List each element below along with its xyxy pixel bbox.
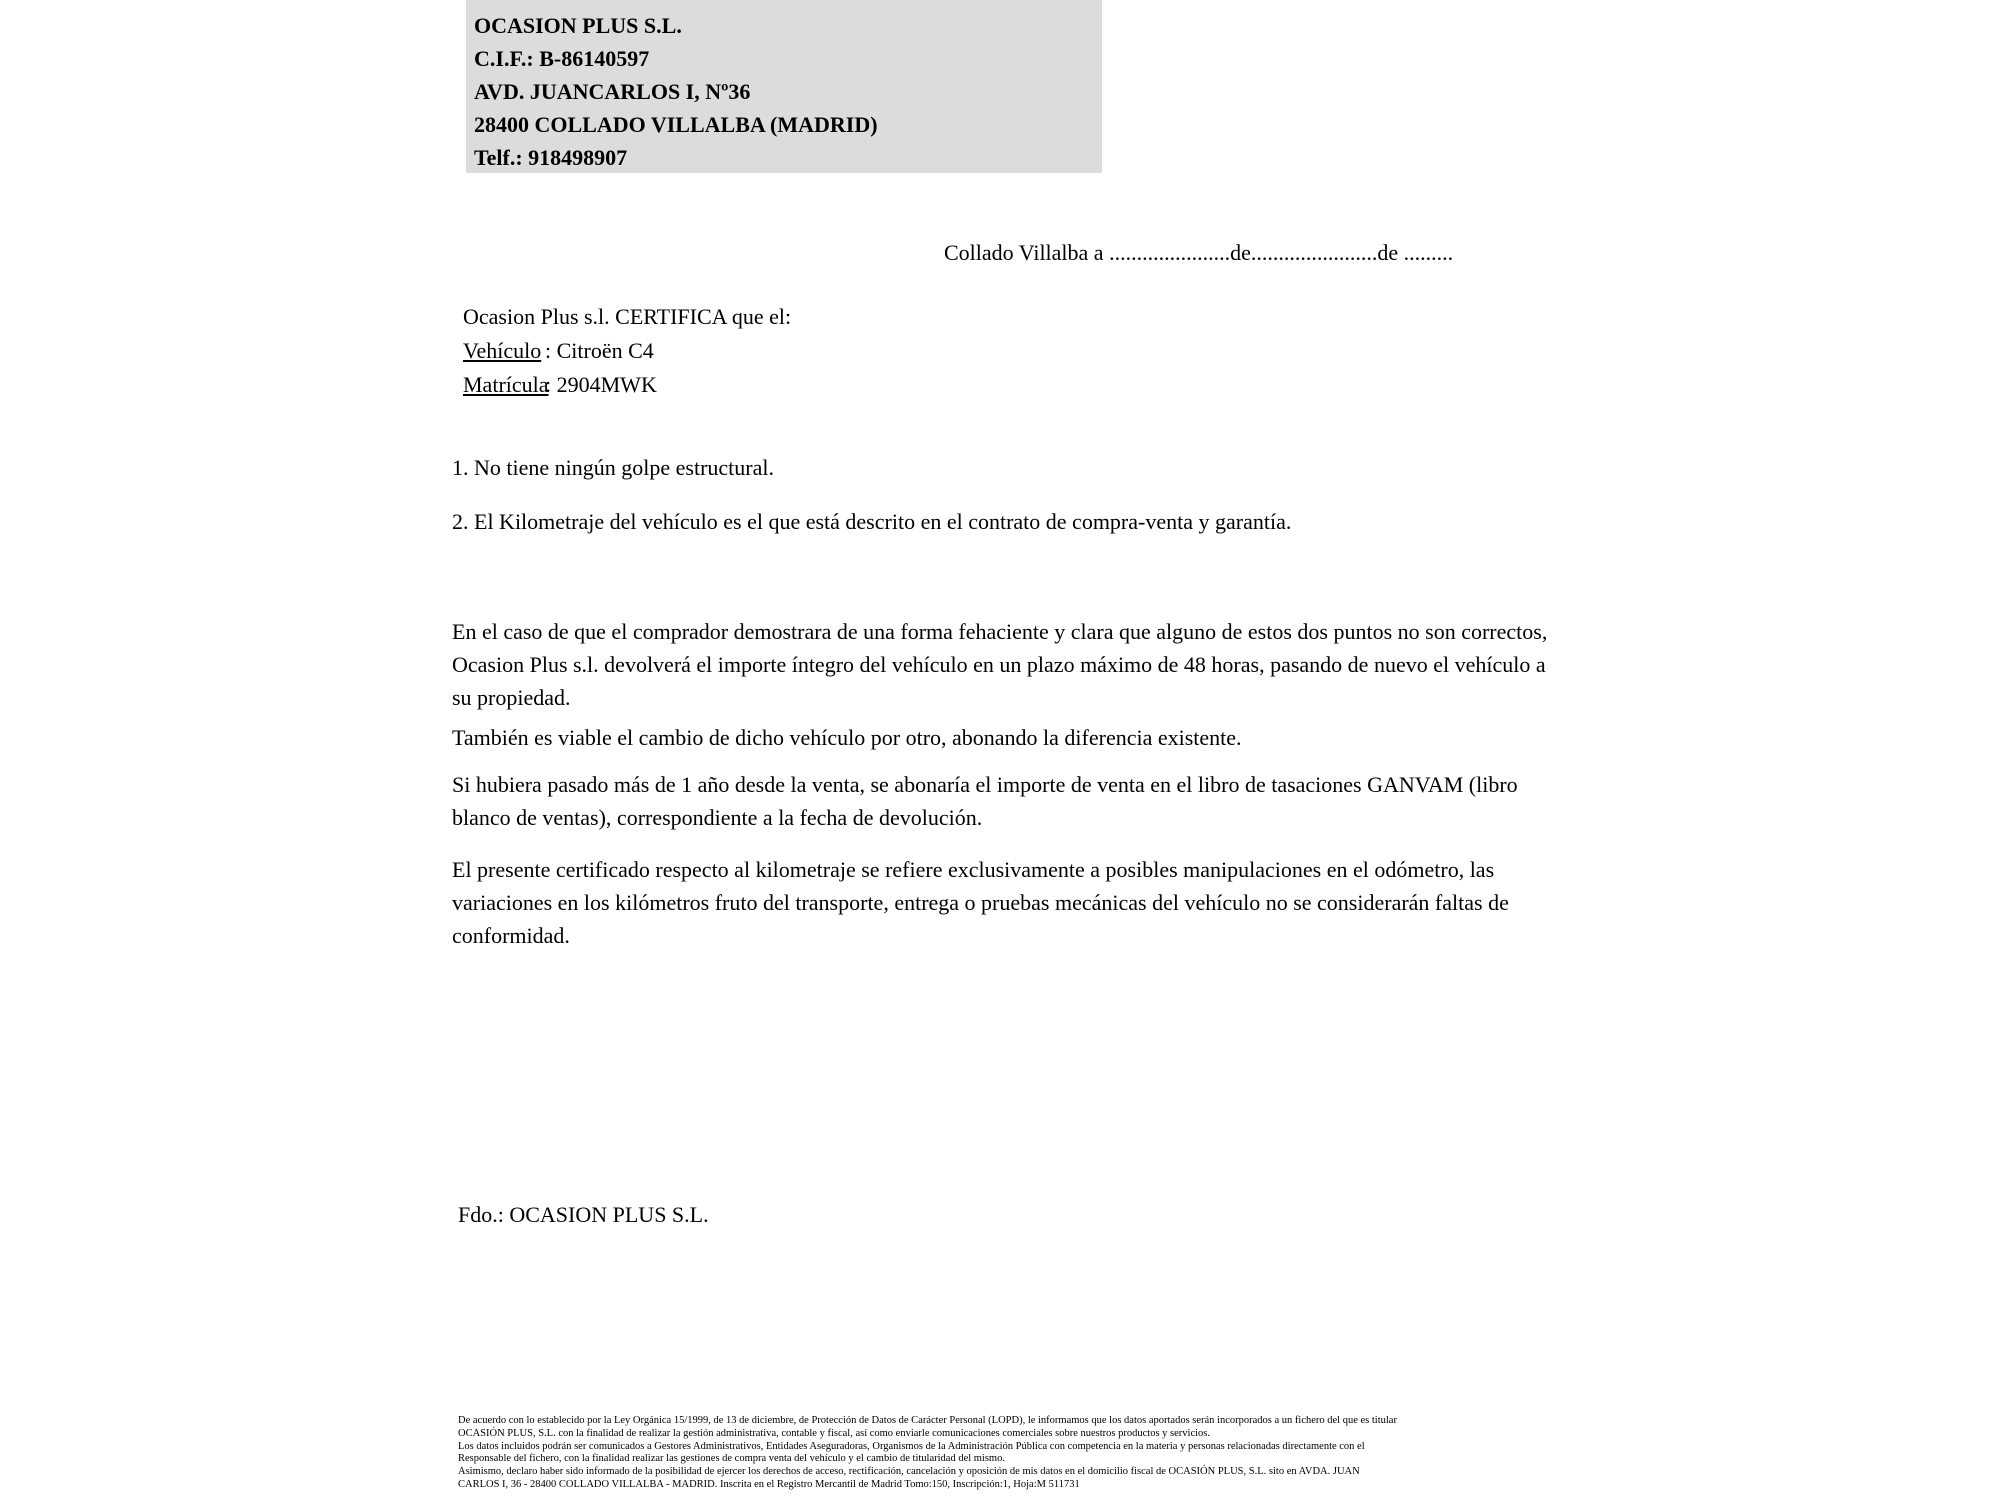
- legal-footer-block: [458, 1415, 1578, 1492]
- ganvam-clause-paragraph: Si hubiera pasado más de 1 año desde la venta, se abonaría el importe de venta en el libro de tasaciones GANVAM (libro blanco de ventas), correspondiente a la fecha de devolución.: [452, 772, 1518, 830]
- plate-value: : 2904MWK: [545, 372, 657, 397]
- plate-row: [463, 368, 791, 402]
- legal-footer-line: Los datos incluidos podrán ser comunicados a Gestores Administrativos, Entidades Aseguradoras, Organismos de la Administración Pública con competencia en la materia y personas relacionadas directamente con el: [458, 1440, 1365, 1452]
- legal-footer-line: OCASIÓN PLUS, S.L. con la finalidad de realizar la gestión administrativa, contable y fiscal, así como enviarle comunicaciones comerciales sobre nuestros productos y servicios.: [458, 1427, 1210, 1439]
- vehicle-value: : Citroën C4: [545, 338, 654, 363]
- company-header-box: [466, 0, 1102, 173]
- vehicle-label-cell: [463, 334, 545, 368]
- legal-footer-line: Asimismo, declaro haber sido informado de la posibilidad de ejercer los derechos de acceso, rectificación, cancelación y oposición de mis datos en el domicilio fiscal de OCASIÓN PLUS, S.L. sito en AVDA. JUAN: [458, 1466, 1360, 1478]
- legal-footer-line: CARLOS I, 36 - 28400 COLLADO VILLALBA - MADRID. Inscrita en el Registro Mercantil de Madrid Tomo:150, Inscripción:1, Hoja:M 511731: [458, 1478, 1080, 1490]
- plate-label: Matrícula: [463, 372, 549, 397]
- certified-point-2: 2. El Kilometraje del vehículo es el que está descrito en el contrato de compra-venta y garantía.: [452, 509, 1292, 534]
- signature-line: Fdo.: OCASION PLUS S.L.: [458, 1202, 709, 1227]
- vehicle-label: Vehículo: [463, 338, 542, 363]
- certify-intro-line: Ocasion Plus s.l. CERTIFICA que el:: [463, 304, 792, 329]
- plate-label-cell: [463, 368, 549, 402]
- company-phone: Telf.: 918498907: [474, 145, 628, 170]
- company-name: OCASION PLUS S.L.: [474, 13, 682, 38]
- certification-intro-block: [463, 300, 791, 402]
- legal-footer-line: De acuerdo con lo establecido por la Ley Orgánica 15/1999, de 13 de diciembre, de Protección de Datos de Carácter Personal (LOPD), le informamos que los datos aportados serán incorporados a un fichero del que es titular: [458, 1415, 1397, 1426]
- date-fill-in-line: Collado Villalba a ......................de.......................de .........: [944, 240, 1454, 265]
- exchange-clause-paragraph: También es viable el cambio de dicho vehículo por otro, abonando la diferencia existente.: [452, 725, 1242, 750]
- company-cif: C.I.F.: B-86140597: [474, 46, 650, 71]
- company-city: 28400 COLLADO VILLALBA (MADRID): [474, 112, 878, 137]
- odometer-clause-paragraph: El presente certificado respecto al kilometraje se refiere exclusivamente a posibles manipulaciones en el odómetro, las variaciones en los kilómetros fruto del transporte, entrega o pruebas mecánicas del vehículo no se considerarán faltas de conformidad.: [452, 857, 1509, 948]
- refund-clause-paragraph: En el caso de que el comprador demostrara de una forma fehaciente y clara que alguno de estos dos puntos no son correctos, Ocasion Plus s.l. devolverá el importe íntegro del vehículo en un plazo máximo de 48 horas, pasando de nuevo el vehículo a su propiedad.: [452, 619, 1548, 710]
- vehicle-row: [463, 334, 791, 368]
- legal-footer-line: Responsable del fichero, con la finalidad realizar las gestiones de compra venta del vehículo y el cambio de titularidad del mismo.: [458, 1453, 1005, 1465]
- certified-point-1: 1. No tiene ningún golpe estructural.: [452, 455, 774, 480]
- company-address: AVD. JUANCARLOS I, Nº36: [474, 79, 751, 104]
